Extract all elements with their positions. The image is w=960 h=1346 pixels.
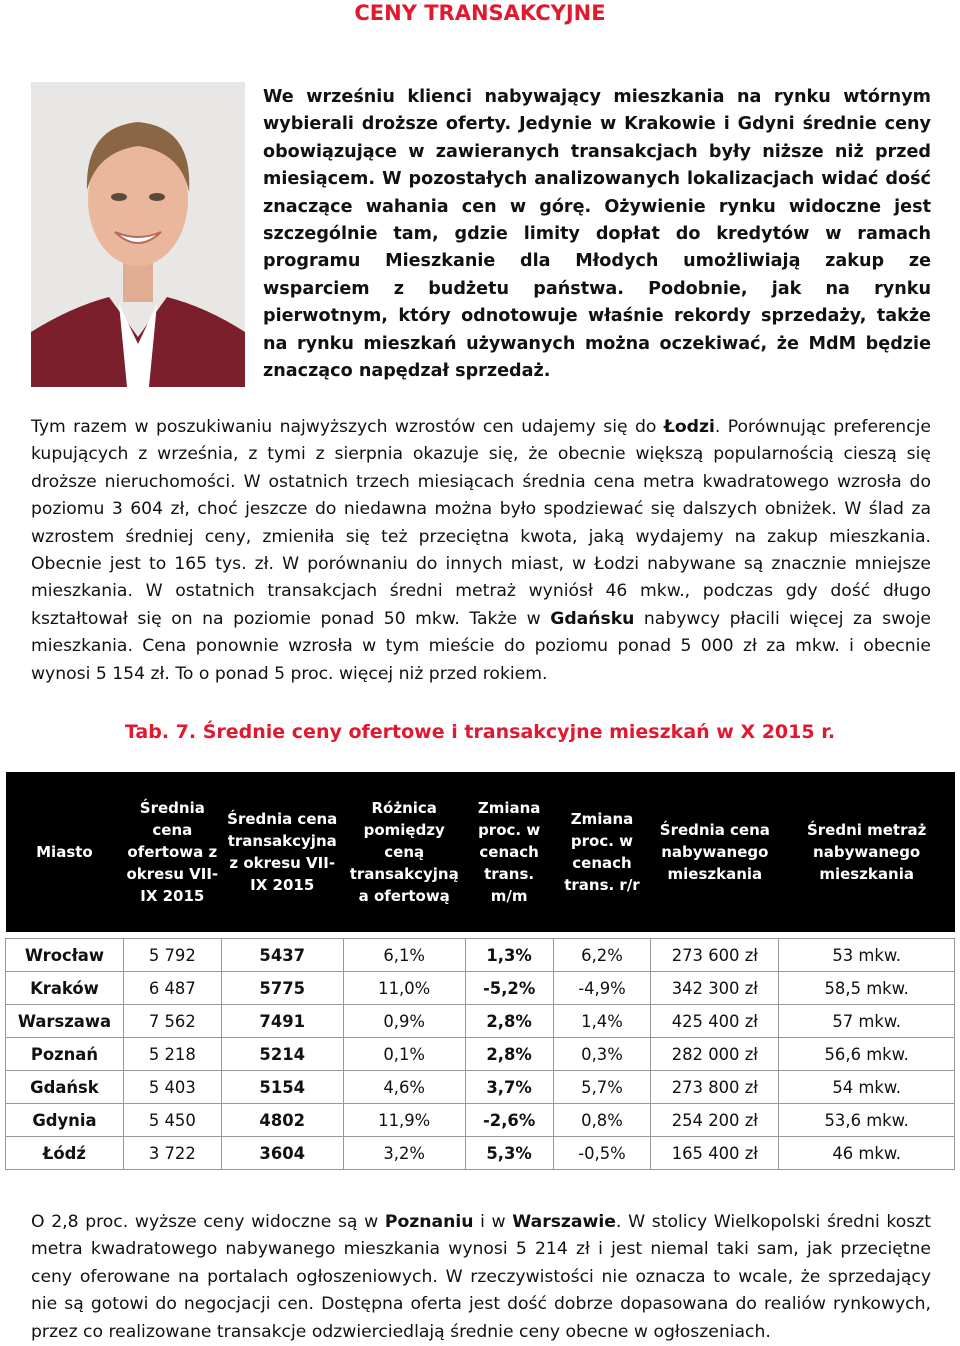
avg-price-cell: 273 600 zł — [651, 939, 779, 972]
change-mm-cell: 2,8% — [465, 1038, 553, 1071]
difference-cell: 11,9% — [343, 1104, 465, 1137]
city-cell: Gdańsk — [6, 1071, 124, 1104]
city-cell: Wrocław — [6, 939, 124, 972]
change-rr-cell: 0,8% — [553, 1104, 651, 1137]
lodz-gdansk-paragraph: Tym razem w poszukiwaniu najwyższych wzrostów cen udajemy się do Łodzi. Porównując preferencje kupujących z września, z tymi z sierpnia okazuje się, że obecnie większą popularnością cieszą się droższe nieruchomości. W ostatnich trzech miesiącach średnia cena metra kwadratowego wzrosła do poziomu 3 604 zł, choć jeszcze do niedawna można było spodziewać się dalszych obniżek. W ślad za wzrostem średniej ceny, zmieniła się też przeciętna kwota, jaką wydajemy na zakup mieszkania. Obecnie jest to 165 tys. zł. W porównaniu do innych miast, w Łodzi nabywane są znacznie mniejsze mieszkania. W ostatnich transakcjach średni metraż wyniósł 46 mkw., podczas gdy dość długo kształtował się on na poziomie ponad 50 mkw. Także w Gdańsku nabywcy płacili więcej za swoje mieszkania. Cena ponownie wzrosła w tym mieście do poziomu ponad 5 000 zł za mkw. i obecnie wynosi 5 154 zł. To o ponad 5 proc. więcej niż przed rokiem. — [31, 417, 931, 684]
lodz-highlight: Łodzi — [663, 417, 715, 437]
intro-paragraph: We wrześniu klienci nabywający mieszkania na rynku wtórnym wybierali droższe oferty. Jedynie w Krakowie i Gdyni średnie ceny obowiązujące w zawieranych transakcjach były niższe niż przed miesiącem. W pozostałych analizowanych lokalizacjach widać dość znaczące wahania cen w górę. Ożywienie rynku widoczne jest szczególnie tam, gdzie limity dopłat do kredytów w ramach programu Mieszkanie dla Młodych umożliwiają zakup ze wsparciem z budżetu państwa. Podobnie, jak na rynku pierwotnym, który odnotowuje właśnie rekordy sprzedaży, także na rynku mieszkań używanych można oczekiwać, że MdM będzie znacząco napędzał sprzedaż. — [263, 87, 931, 382]
transaction-price-cell: 5437 — [221, 939, 343, 972]
offer-price-cell: 5 450 — [123, 1104, 221, 1137]
city-cell: Kraków — [6, 972, 124, 1005]
avg-price-cell: 342 300 zł — [651, 972, 779, 1005]
difference-cell: 0,1% — [343, 1038, 465, 1071]
avg-price-cell: 425 400 zł — [651, 1005, 779, 1038]
offer-price-cell: 3 722 — [123, 1137, 221, 1170]
transaction-price-cell: 7491 — [221, 1005, 343, 1038]
city-cell: Warszawa — [6, 1005, 124, 1038]
avg-area-cell: 53 mkw. — [779, 939, 955, 972]
poznan-warszawa-paragraph: O 2,8 proc. wyższe ceny widoczne są w Poznaniu i w Warszawie. W stolicy Wielkopolski średni koszt metra kwadratowego nabywanego mieszkania wynosi 5 214 zł i jest niemal taki sam, jak przeciętne ceny oferowane na portalach ogłoszeniowych. W rzeczywistości nie oznacza to wcale, że sprzedający nie są gotowi do negocjacji cen. Dostępna oferta jest dość dobrze dopasowana do realiów rynkowych, przez co realizowane transakcje odzwierciedlają średnie ceny obecne w ogłoszeniach. — [31, 1212, 931, 1342]
gdansk-highlight: Gdańsku — [550, 608, 635, 629]
header-cell: Średnia cena nabywanego mieszkania — [651, 772, 779, 932]
prices-table — [5, 772, 955, 1170]
transaction-price-cell: 5214 — [221, 1038, 343, 1071]
header-cell: Miasto — [6, 772, 124, 932]
header-cell: Zmiana proc. w cenach trans. r/r — [553, 772, 651, 932]
table-row — [6, 1038, 955, 1071]
avg-price-cell: 254 200 zł — [651, 1104, 779, 1137]
avg-area-cell: 46 mkw. — [779, 1137, 955, 1170]
difference-cell: 3,2% — [343, 1137, 465, 1170]
warszawa-highlight: Warszawie — [512, 1212, 616, 1232]
change-rr-cell: -4,9% — [553, 972, 651, 1005]
page-title: CENY TRANSAKCYJNE — [354, 1, 606, 25]
offer-price-cell: 6 487 — [123, 972, 221, 1005]
city-cell: Łódź — [6, 1137, 124, 1170]
difference-cell: 11,0% — [343, 972, 465, 1005]
table-row — [6, 939, 955, 972]
transaction-price-cell: 5775 — [221, 972, 343, 1005]
header-cell: Różnica pomiędzy ceną transakcyjną a ofertową — [343, 772, 465, 932]
header-cell: Średni metraż nabywanego mieszkania — [779, 772, 955, 932]
city-cell: Poznań — [6, 1038, 124, 1071]
offer-price-cell: 5 403 — [123, 1071, 221, 1104]
offer-price-cell: 7 562 — [123, 1005, 221, 1038]
poznan-highlight: Poznaniu — [384, 1212, 474, 1232]
header-cell: Średnia cena ofertowa z okresu VII-IX 2015 — [123, 772, 221, 932]
offer-price-cell: 5 792 — [123, 939, 221, 972]
difference-cell: 6,1% — [343, 939, 465, 972]
avg-price-cell: 282 000 zł — [651, 1038, 779, 1071]
avg-area-cell: 57 mkw. — [779, 1005, 955, 1038]
difference-cell: 0,9% — [343, 1005, 465, 1038]
change-rr-cell: 6,2% — [553, 939, 651, 972]
table-row — [6, 1137, 955, 1170]
change-rr-cell: -0,5% — [553, 1137, 651, 1170]
table-caption: Tab. 7. Średnie ceny ofertowe i transakcyjne mieszkań w X 2015 r. — [124, 721, 836, 743]
change-mm-cell: 2,8% — [465, 1005, 553, 1038]
change-mm-cell: 3,7% — [465, 1071, 553, 1104]
table-header-row — [6, 772, 955, 932]
change-mm-cell: 5,3% — [465, 1137, 553, 1170]
change-rr-cell: 1,4% — [553, 1005, 651, 1038]
transaction-price-cell: 4802 — [221, 1104, 343, 1137]
change-rr-cell: 5,7% — [553, 1071, 651, 1104]
table-row — [6, 972, 955, 1005]
table-row — [6, 1104, 955, 1137]
avg-price-cell: 273 800 zł — [651, 1071, 779, 1104]
city-cell: Gdynia — [6, 1104, 124, 1137]
change-mm-cell: -5,2% — [465, 972, 553, 1005]
avg-area-cell: 54 mkw. — [779, 1071, 955, 1104]
header-cell: Średnia cena transakcyjna z okresu VII-IX 2015 — [221, 772, 343, 932]
offer-price-cell: 5 218 — [123, 1038, 221, 1071]
transaction-price-cell: 5154 — [221, 1071, 343, 1104]
difference-cell: 4,6% — [343, 1071, 465, 1104]
change-mm-cell: -2,6% — [465, 1104, 553, 1137]
table-row — [6, 1005, 955, 1038]
header-cell: Zmiana proc. w cenach trans. m/m — [465, 772, 553, 932]
change-rr-cell: 0,3% — [553, 1038, 651, 1071]
avg-area-cell: 58,5 mkw. — [779, 972, 955, 1005]
avg-price-cell: 165 400 zł — [651, 1137, 779, 1170]
change-mm-cell: 1,3% — [465, 939, 553, 972]
portrait-photo — [31, 82, 245, 387]
avg-area-cell: 53,6 mkw. — [779, 1104, 955, 1137]
table-row — [6, 1071, 955, 1104]
avg-area-cell: 56,6 mkw. — [779, 1038, 955, 1071]
transaction-price-cell: 3604 — [221, 1137, 343, 1170]
